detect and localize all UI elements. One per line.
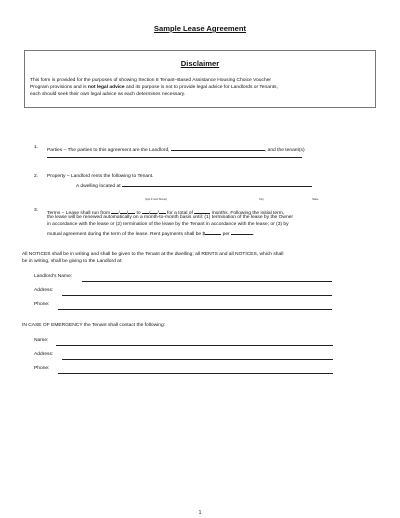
- total-months-blank[interactable]: [194, 208, 210, 214]
- disclaimer-line-1: This form is provided for the purposes of showing Section 8 Tenant–Based Assistance Housing Choice Voucher: [30, 78, 272, 83]
- item-3-line-3: in accordance with the lease or (2) termination of the lease by the Tenant in accordance with the lease; or (3) by: [47, 222, 289, 227]
- item-1-text: Parties – The parties to this agreement are the Landlord,: [47, 148, 170, 153]
- disclaimer-line-2-pre: Program provisions and is: [30, 84, 88, 90]
- dwelling-address-blank[interactable]: [122, 181, 312, 187]
- notices-line-2: be in writing, shall be giving to the Landlord at:: [22, 259, 123, 264]
- item-3-line-1: Terms – Lease shall run from / / to / / for a total of months. Following the initial term,: [47, 208, 284, 218]
- notices-line-1: All NOTICES shall be in writing and shall be given to the Tenant at the dwelling; all RENTS and all NOTICES, which shall: [22, 252, 284, 257]
- disclaimer-title: Disclaimer: [180, 59, 220, 68]
- item-3-line-1-a: Terms – Lease shall run from: [47, 211, 111, 216]
- emergency-address-label: Address:: [34, 352, 54, 357]
- landlord-address-label: Address:: [34, 288, 54, 293]
- item-2-dwelling-line: [76, 181, 312, 191]
- disclaimer-box: [24, 50, 376, 108]
- item-1-number: 1.: [34, 145, 39, 150]
- disclaimer-line-3: each should seek their own legal advice as each determines necessary.: [30, 91, 186, 97]
- item-3-line-2: the lease will be renewed automatically on a month-to-month basis until: (1) termination of the lease by the Owner: [47, 215, 294, 220]
- item-2-dwelling-label: A dwelling located at: [76, 184, 121, 189]
- caption-city: City: [259, 197, 264, 201]
- emergency-name-field[interactable]: [56, 340, 333, 346]
- landlord-name-label: Landlord's Name:: [34, 274, 73, 279]
- emergency-phone-field[interactable]: [58, 368, 333, 374]
- start-year-blank[interactable]: [128, 208, 135, 214]
- disclaimer-line-2-post: and its purpose is not to provide legal advice for Landlords or Tenants,: [124, 84, 278, 90]
- end-year-blank[interactable]: [159, 208, 166, 214]
- emergency-name-label: Name:: [34, 338, 49, 343]
- document-title: Sample Lease Agreement: [153, 24, 247, 33]
- item-3-line-1-d: months. Following the initial term,: [211, 211, 285, 216]
- landlord-name-blank[interactable]: [171, 145, 265, 151]
- item-3-line-4-b: per: [222, 232, 230, 237]
- item-2-text: Property – Landlord rents the following to Tenant.: [47, 174, 154, 179]
- caption-state: State: [312, 197, 319, 201]
- tenant-names-blank[interactable]: [47, 152, 302, 158]
- item-3-line-1-c: for a total of: [167, 211, 193, 216]
- item-3-line-1-b: to: [136, 211, 141, 216]
- emergency-heading: IN CASE OF EMERGENCY the Tenant shall contact the following:: [22, 323, 166, 328]
- caption-apt-street: (Apt # and Street): [145, 197, 168, 201]
- item-2-number: 2.: [34, 174, 39, 179]
- disclaimer-line-2: [30, 85, 370, 92]
- emergency-address-field[interactable]: [62, 354, 333, 360]
- item-3-number: 3.: [34, 208, 39, 213]
- landlord-phone-label: Phone:: [34, 302, 50, 307]
- emergency-phone-label: Phone:: [34, 366, 50, 371]
- end-day-blank[interactable]: [150, 208, 157, 214]
- rent-amount-blank[interactable]: [205, 229, 221, 235]
- disclaimer-text: [30, 78, 370, 98]
- item-3-line-4-a: mutual agreement during the term of the lease. Rent payments shall be $: [47, 232, 206, 237]
- disclaimer-bold-phrase: not legal advice: [87, 84, 125, 90]
- start-month-blank[interactable]: [111, 208, 118, 214]
- landlord-address-field[interactable]: [62, 290, 332, 296]
- page-number: 1: [198, 510, 202, 516]
- start-day-blank[interactable]: [120, 208, 127, 214]
- landlord-phone-field[interactable]: [58, 304, 332, 310]
- end-month-blank[interactable]: [142, 208, 149, 214]
- rent-period-blank[interactable]: [231, 229, 253, 235]
- landlord-name-field[interactable]: [82, 276, 332, 282]
- item-1-tenants: , and the tenant(s): [264, 148, 305, 153]
- item-3-line-4: mutual agreement during the term of the lease. Rent payments shall be $ per .: [47, 229, 254, 239]
